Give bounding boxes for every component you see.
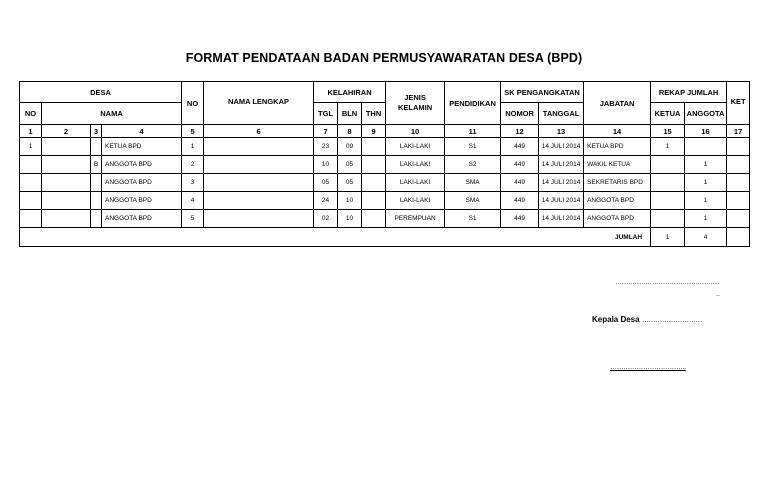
cell-nomor: 449	[501, 138, 539, 156]
cell-nama-lengkap	[204, 138, 314, 156]
column-number: 7	[314, 125, 338, 138]
cell-tanggal: 14 JULI 2014	[539, 210, 584, 228]
cell-nama: ANGGOTA BPD	[102, 192, 182, 210]
cell-pendidikan: SMA	[445, 174, 501, 192]
header-nama-lengkap: NAMA LENGKAP	[204, 82, 314, 125]
cell-thn	[362, 156, 386, 174]
cell-desa-no	[20, 192, 42, 210]
cell-tanggal: 14 JULI 2014	[539, 174, 584, 192]
cell-anggota: 1	[685, 174, 727, 192]
cell-ket	[727, 174, 750, 192]
header-jabatan: JABATAN	[584, 82, 651, 125]
cell-nama-lengkap	[204, 174, 314, 192]
cell-ket	[727, 210, 750, 228]
column-number: 10	[386, 125, 445, 138]
cell-desa-no: 1	[20, 138, 42, 156]
column-number: 5	[182, 125, 204, 138]
header-sk-pengangkatan: SK PENGANGKATAN	[501, 82, 584, 103]
column-number: 8	[338, 125, 362, 138]
header-thn: THN	[362, 103, 386, 125]
column-number: 4	[102, 125, 182, 138]
header-rekap-jumlah: REKAP JUMLAH	[651, 82, 727, 103]
total-ket	[727, 228, 750, 247]
cell-jabatan: ANGGOTA BPD	[584, 210, 651, 228]
cell-jenis-kelamin: LAKI-LAKI	[386, 174, 445, 192]
cell-bln: 10	[338, 210, 362, 228]
cell-col2	[42, 156, 91, 174]
cell-nama: ANGGOTA BPD	[102, 174, 182, 192]
header-desa: DESA	[20, 82, 182, 103]
cell-jenis-kelamin: LAKI-LAKI	[386, 156, 445, 174]
cell-pendidikan: S2	[445, 156, 501, 174]
cell-tgl: 24	[314, 192, 338, 210]
cell-nomor: 449	[501, 156, 539, 174]
cell-ketua	[651, 156, 685, 174]
column-number: 2	[42, 125, 91, 138]
cell-nomor: 449	[501, 210, 539, 228]
cell-col2	[42, 210, 91, 228]
cell-thn	[362, 174, 386, 192]
cell-nama: KETUA BPD	[102, 138, 182, 156]
header-jenis-kelamin-line2: KELAMIN	[397, 103, 433, 112]
table-row	[20, 138, 750, 156]
column-number-row	[20, 125, 750, 138]
cell-pendidikan: SMA	[445, 192, 501, 210]
column-number: 15	[651, 125, 685, 138]
total-row	[20, 228, 750, 247]
header-bln: BLN	[338, 103, 362, 125]
table-row	[20, 174, 750, 192]
header-desa-nama: NAMA	[42, 103, 182, 125]
column-number: 11	[445, 125, 501, 138]
cell-nama-lengkap	[204, 156, 314, 174]
total-anggota: 4	[685, 228, 727, 247]
cell-thn	[362, 138, 386, 156]
header-kelahiran: KELAHIRAN	[314, 82, 386, 103]
header-jenis-kelamin-line1: JENIS	[404, 93, 426, 102]
kepala-desa-dots: ………………………	[641, 317, 703, 324]
kepala-desa-label	[592, 315, 702, 324]
cell-tgl: 05	[314, 174, 338, 192]
cell-anggota: 1	[685, 192, 727, 210]
cell-jenis-kelamin: PEREMPUAN	[386, 210, 445, 228]
signature-name-line: ……………………………..	[610, 364, 686, 371]
cell-col2	[42, 192, 91, 210]
cell-no: 3	[182, 174, 204, 192]
cell-thn	[362, 192, 386, 210]
cell-jabatan: WAKIL KETUA	[584, 156, 651, 174]
cell-ket	[727, 138, 750, 156]
header-ketua: KETUA	[651, 103, 685, 125]
cell-tgl: 23	[314, 138, 338, 156]
cell-col2	[42, 138, 91, 156]
header-no: NO	[182, 82, 204, 125]
cell-tanggal: 14 JULI 2014	[539, 156, 584, 174]
page-title: FORMAT PENDATAAN BADAN PERMUSYAWARATAN DESA (BPD)	[185, 51, 583, 65]
cell-ketua	[651, 210, 685, 228]
cell-bln: 09	[338, 138, 362, 156]
column-number: 1	[20, 125, 42, 138]
cell-pendidikan: S1	[445, 138, 501, 156]
cell-col3	[91, 210, 102, 228]
cell-desa-no	[20, 174, 42, 192]
header-jenis-kelamin	[386, 82, 445, 125]
cell-nama-lengkap	[204, 210, 314, 228]
cell-ketua	[651, 174, 685, 192]
cell-tgl: 02	[314, 210, 338, 228]
cell-tanggal: 14 JULI 2014	[539, 138, 584, 156]
cell-tgl: 10	[314, 156, 338, 174]
signature-place-date-suffix: ..	[716, 291, 720, 298]
cell-col3: B	[91, 156, 102, 174]
header-pendidikan: PENDIDIKAN	[445, 82, 501, 125]
header-nomor: NOMOR	[501, 103, 539, 125]
cell-no: 1	[182, 138, 204, 156]
cell-nama-lengkap	[204, 192, 314, 210]
cell-col3	[91, 192, 102, 210]
cell-ket	[727, 156, 750, 174]
cell-jenis-kelamin: LAKI-LAKI	[386, 138, 445, 156]
bpd-data-table	[19, 81, 750, 247]
total-ketua: 1	[651, 228, 685, 247]
cell-anggota	[685, 138, 727, 156]
cell-thn	[362, 210, 386, 228]
cell-ketua: 1	[651, 138, 685, 156]
table-row	[20, 210, 750, 228]
cell-bln: 05	[338, 174, 362, 192]
header-anggota: ANGGOTA	[685, 103, 727, 125]
cell-no: 4	[182, 192, 204, 210]
cell-ket	[727, 192, 750, 210]
column-number: 6	[204, 125, 314, 138]
cell-jenis-kelamin: LAKI-LAKI	[386, 192, 445, 210]
column-number: 16	[685, 125, 727, 138]
cell-nomor: 449	[501, 192, 539, 210]
header-desa-no: NO	[20, 103, 42, 125]
cell-jabatan: SEKRETARIS BPD	[584, 174, 651, 192]
cell-ketua	[651, 192, 685, 210]
cell-jabatan: KETUA BPD	[584, 138, 651, 156]
cell-desa-no	[20, 156, 42, 174]
signature-place-date: …………………………………………	[615, 279, 719, 286]
column-number: 14	[584, 125, 651, 138]
column-number: 12	[501, 125, 539, 138]
header-row-1	[20, 82, 750, 103]
table-row	[20, 156, 750, 174]
column-number: 3	[91, 125, 102, 138]
cell-col3	[91, 174, 102, 192]
cell-pendidikan: S1	[445, 210, 501, 228]
cell-bln: 10	[338, 192, 362, 210]
header-ket: KET	[727, 82, 750, 125]
cell-nama: ANGGOTA BPD	[102, 210, 182, 228]
cell-nomor: 449	[501, 174, 539, 192]
cell-tanggal: 14 JULI 2014	[539, 192, 584, 210]
column-number: 17	[727, 125, 750, 138]
kepala-desa-title: Kepala Desa	[592, 315, 640, 324]
cell-anggota: 1	[685, 156, 727, 174]
cell-jabatan: ANGGOTA BPD	[584, 192, 651, 210]
total-label: JUMLAH	[20, 228, 651, 247]
cell-col3	[91, 138, 102, 156]
header-tgl: TGL	[314, 103, 338, 125]
cell-anggota: 1	[685, 210, 727, 228]
cell-no: 2	[182, 156, 204, 174]
cell-desa-no	[20, 210, 42, 228]
column-number: 9	[362, 125, 386, 138]
header-tanggal: TANGGAL	[539, 103, 584, 125]
cell-nama: ANGGOTA BPD	[102, 156, 182, 174]
column-number: 13	[539, 125, 584, 138]
cell-no: 5	[182, 210, 204, 228]
cell-bln: 05	[338, 156, 362, 174]
table-row	[20, 192, 750, 210]
cell-col2	[42, 174, 91, 192]
